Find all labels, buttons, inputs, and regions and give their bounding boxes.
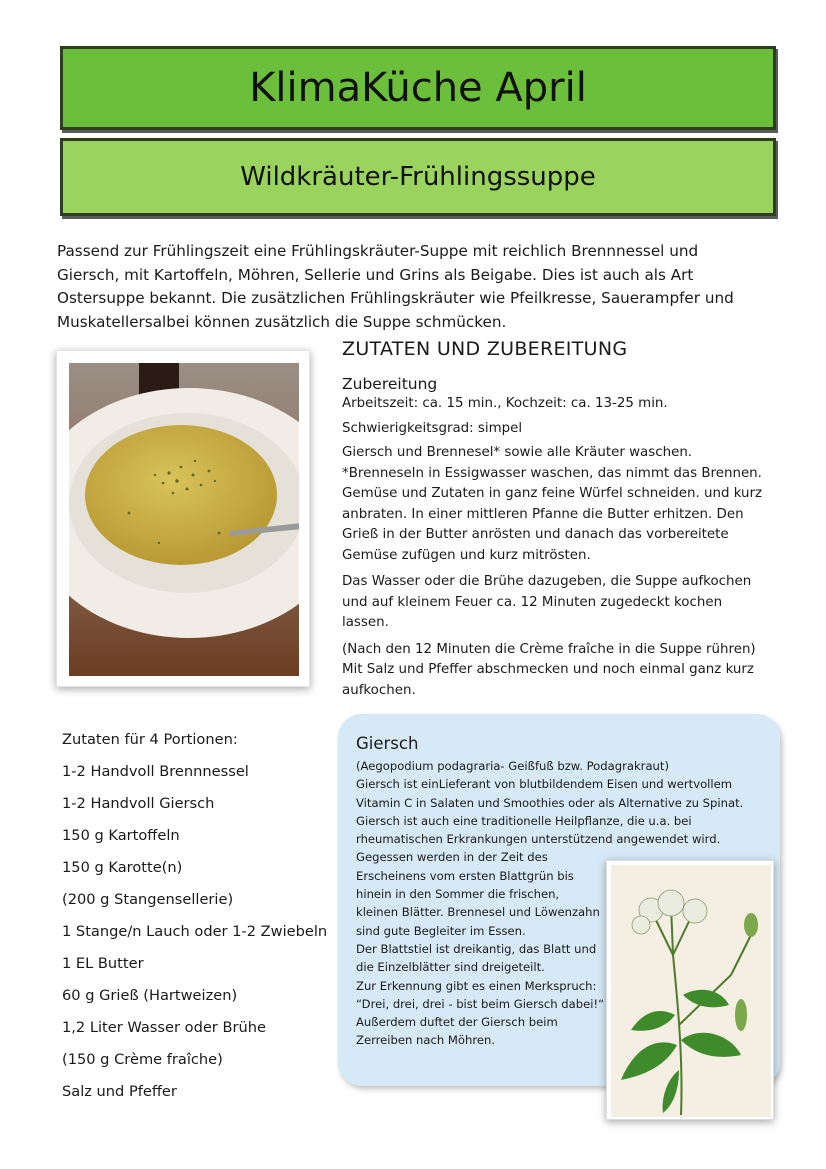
page-subtitle: Wildkräuter-Frühlingssuppe — [240, 162, 596, 192]
giersch-text-line: Giersch ist einLieferant von blutbildendem Eisen und wertvollem — [356, 777, 733, 792]
giersch-text-line: Gegessen werden in der Zeit des — [356, 850, 548, 865]
method-section — [342, 338, 767, 707]
list-item: 150 g Karotte(n) — [62, 859, 183, 876]
preparation-subheading: Zubereitung — [342, 375, 438, 393]
giersch-text-line: kleinen Blätter. Brennesel und Löwenzahn — [356, 905, 600, 920]
list-item: 150 g Kartoffeln — [62, 827, 180, 844]
giersch-text-line: Vitamin C in Salaten und Smoothies oder als Alternative zu Spinat. — [356, 795, 744, 810]
time-info: Arbeitszeit: ca. 15 min., Kochzeit: ca. 13-25 min. — [342, 396, 668, 411]
list-item: 1-2 Handvoll Giersch — [62, 795, 215, 812]
giersch-heading: Giersch — [356, 734, 419, 753]
giersch-text-line: Giersch ist auch eine traditionelle Heilpflanze, die u.a. bei — [356, 813, 692, 828]
list-item: (200 g Stangensellerie) — [62, 891, 234, 908]
giersch-text-line: Zur Erkennung gibt es einen Merkspruch: — [356, 978, 597, 993]
intro-paragraph: Passend zur Frühlingszeit eine Frühlingskräuter-Suppe mit reichlich Brennnessel und Giersch, mit Kartoffeln, Möhren, Sellerie und Grins als Beigabe. Dies ist auch als Art Ostersuppe bekannt. Die zusätzlichen Frühlingskräuter wie Pfeilkresse, Sauerampfer und Muskatellersalbei können zusätzlich die Suppe schmücken. — [57, 242, 734, 331]
list-item: 1-2 Handvoll Brennnessel — [62, 763, 249, 780]
list-item: 60 g Grieß (Hartweizen) — [62, 987, 238, 1004]
ingredients-heading: Zutaten für 4 Portionen: — [62, 731, 238, 748]
ingredients-list — [62, 730, 332, 1114]
title-banner — [60, 46, 776, 130]
giersch-text-line: (Aegopodium podagraria- Geißfuß bzw. Podagrakraut) — [356, 759, 669, 773]
method-heading: ZUTATEN UND ZUBEREITUNG — [342, 338, 628, 360]
giersch-text-line: Der Blattstiel ist dreikantig, das Blatt und — [356, 941, 597, 956]
difficulty-info: Schwierigkeitsgrad: simpel — [342, 420, 523, 436]
list-item: 1 EL Butter — [62, 955, 144, 972]
list-item: (150 g Crème fraîche) — [62, 1051, 223, 1068]
giersch-text-line: sind gute Begleiter im Essen. — [356, 923, 526, 938]
giersch-illustration — [606, 860, 774, 1120]
giersch-text-line: hinein in den Sommer die frischen, — [356, 887, 560, 902]
giersch-text-line: “Drei, drei, drei - bist beim Giersch dabei!“ — [356, 996, 605, 1011]
step-wash: Giersch und Brennesel* sowie alle Kräuter waschen. *Brenneseln in Essigwasser waschen, das nimmt das Brennen. — [342, 445, 762, 481]
step-finish: (Nach den 12 Minuten die Crème fraîche in die Suppe rühren) Mit Salz und Pfeffer abschmecken und noch einmal ganz kurz aufkochen. — [342, 641, 756, 698]
giersch-text-line: Außerdem duftet der Giersch beim — [356, 1015, 558, 1030]
page-title: KlimaKüche April — [249, 65, 587, 111]
subtitle-banner — [60, 138, 776, 216]
list-item: 1 Stange/n Lauch oder 1-2 Zwiebeln — [62, 923, 328, 940]
giersch-text-line: Erscheinens vom ersten Blattgrün bis — [356, 868, 574, 883]
soup-photo — [56, 350, 310, 687]
list-item: 1,2 Liter Wasser oder Brühe — [62, 1019, 266, 1036]
soup-bowl-image — [69, 363, 299, 676]
giersch-text-line: Zerreiben nach Möhren. — [356, 1033, 496, 1048]
step-cut: Gemüse und Zutaten in ganz feine Würfel schneiden. und kurz anbraten. In einer mittleren Pfanne die Butter erhitzen. Den Grieß in der Butter anrösten und danach das vorbereitete Gemüse zufügen und kurz mitrösten. — [342, 486, 763, 563]
step-cook: Das Wasser oder die Brühe dazugeben, die Suppe aufkochen und auf kleinem Feuer ca. 12 Minuten zugedeckt kochen lassen. — [342, 574, 752, 630]
list-item: Salz und Pfeffer — [62, 1083, 177, 1100]
giersch-text-line: die Einzelblätter sind dreigeteilt. — [356, 960, 545, 975]
plant-drawing — [611, 865, 771, 1117]
giersch-text-line: rheumatischen Erkrankungen unterstützend angewendet wird. — [356, 832, 721, 847]
